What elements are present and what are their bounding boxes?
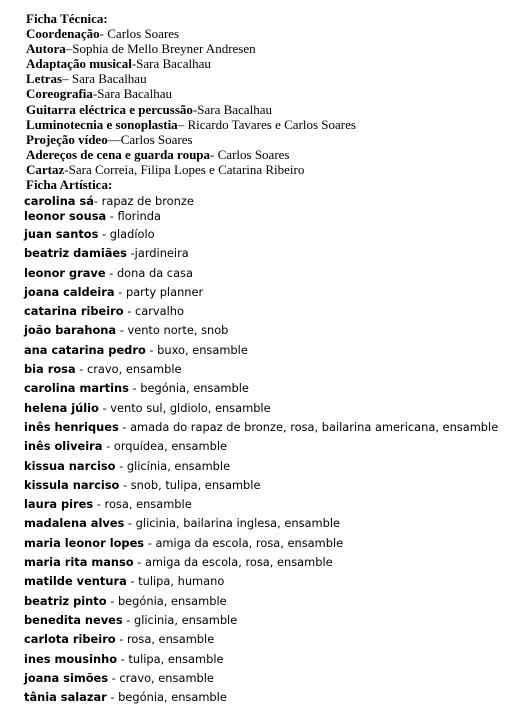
credit-role: Autora	[26, 41, 66, 57]
cast-name: matilde ventura	[24, 574, 127, 589]
cast-name: joana simões	[24, 670, 109, 685]
cast-separator: -	[75, 362, 87, 377]
cast-row	[24, 630, 498, 649]
cast-role: amada do rapaz de bronze, rosa, bailarina americana, ensamble	[130, 419, 499, 434]
credit-separator: –	[65, 41, 73, 57]
cast-name: maria leonor lopes	[24, 535, 145, 550]
cast-name: inês henriques	[24, 419, 119, 434]
cast-row	[24, 194, 498, 208]
cast-name: kissula narciso	[24, 477, 120, 492]
cast-separator: -	[93, 497, 105, 512]
cast-separator: -	[102, 439, 114, 454]
cast-role: glicínia, ensamble	[126, 458, 231, 473]
cast-separator: -	[124, 516, 136, 531]
ficha-tecnica-heading: Ficha Técnica:	[26, 11, 108, 26]
credit-separator: -	[192, 101, 198, 117]
cast-name: carolina sá	[24, 194, 94, 208]
cast-separator: -	[105, 265, 117, 280]
cast-name: juan santos	[24, 227, 99, 241]
cast-role: carvalho	[134, 304, 184, 319]
credit-separator: -	[92, 86, 98, 102]
cast-row	[24, 514, 498, 533]
credit-row	[26, 41, 356, 56]
cast-separator: -	[145, 342, 158, 357]
cast-role: glicinia, ensamble	[134, 612, 238, 627]
cast-role: rosa, ensamble	[104, 497, 192, 512]
cast-name: bia rosa	[24, 362, 76, 377]
credit-row	[26, 117, 356, 132]
cast-name: carolina martins	[24, 381, 129, 396]
cast-role: glicinia, bailarina inglesa, ensamble	[135, 516, 341, 531]
credit-role: Adereços de cena e guarda roupa	[26, 146, 211, 162]
cast-role: florinda	[117, 209, 161, 223]
cast-separator: -	[106, 690, 119, 705]
cast-separator: -	[123, 304, 135, 319]
cast-role: tulipa, ensamble	[128, 651, 224, 666]
cast-role: party planner	[125, 284, 204, 299]
cast-row	[24, 302, 498, 321]
credit-name: Carlos Soares	[217, 146, 290, 162]
credit-role: Guitarra eléctrica e percussão	[26, 101, 193, 117]
cast-role: buxo, ensamble	[157, 342, 248, 357]
ficha-artistica-heading-text: Ficha Artística:	[26, 177, 113, 193]
cast-name: inês oliveira	[24, 439, 103, 454]
credit-name: Sara Correia, Filipa Lopes e Catarina Ribeiro	[68, 161, 305, 177]
cast-row	[24, 437, 498, 456]
cast-name: leonor grave	[24, 265, 106, 280]
cast-separator: -	[93, 194, 102, 208]
credit-name: Sara Bacalhau	[197, 101, 272, 117]
cast-row	[24, 495, 498, 514]
credit-role: Adaptação musical	[26, 56, 132, 72]
credit-row	[26, 26, 356, 41]
cast-row	[24, 457, 498, 476]
cast-row	[24, 572, 498, 591]
cast-name: madalena alves	[24, 516, 125, 531]
cast-row	[24, 669, 498, 688]
cast-role: cravo, ensamble	[119, 670, 214, 685]
cast-role: cravo, ensamble	[86, 362, 182, 377]
cast-row	[24, 341, 498, 360]
cast-row	[24, 688, 498, 707]
cast-row	[24, 476, 498, 495]
cast-separator: -	[115, 458, 127, 473]
cast-role: tulipa, humano	[138, 574, 225, 589]
cast-name: joão barahona	[24, 323, 117, 338]
cast-name: ines mousinho	[24, 651, 118, 666]
cast-separator: -	[115, 632, 127, 647]
credit-row	[26, 71, 356, 86]
cast-separator: -	[133, 555, 145, 570]
credit-role: Coreografia	[26, 86, 93, 102]
cast-role: amiga da escola, rosa, ensamble	[155, 535, 344, 550]
cast-name: maria rita manso	[24, 555, 134, 570]
credit-separator: -	[131, 56, 137, 72]
cast-separator: -	[117, 651, 129, 666]
cast-name: helena júlio	[24, 400, 99, 415]
cast-row	[24, 379, 498, 398]
cast-role: begónia, ensamble	[118, 690, 227, 705]
cast-name: benedita neves	[24, 612, 123, 627]
cast-role: vento norte, snob	[127, 323, 229, 338]
cast-separator: -	[108, 670, 120, 685]
cast-separator: -	[116, 323, 128, 338]
cast-role: gladíolo	[109, 227, 155, 241]
cast-name: ana catarina pedro	[24, 342, 146, 357]
ficha-artistica-list	[24, 194, 498, 707]
credit-row	[26, 132, 356, 147]
cast-row	[24, 360, 498, 379]
cast-role: begónia, ensamble	[117, 593, 227, 608]
cast-row	[24, 611, 498, 630]
cast-row	[24, 534, 498, 553]
cast-row	[24, 418, 498, 437]
cast-row	[24, 244, 498, 263]
credit-role: Letras	[26, 71, 63, 87]
cast-name: kissua narciso	[24, 458, 116, 473]
cast-role: begónia, ensamble	[140, 381, 249, 396]
credit-name: Carlos Soares	[120, 131, 193, 147]
cast-separator: -	[98, 227, 110, 241]
cast-role: jardineira	[134, 246, 189, 261]
cast-name: laura pires	[24, 497, 94, 512]
credit-row	[26, 86, 356, 101]
credit-separator: -	[64, 161, 69, 177]
credit-separator: –	[177, 116, 188, 132]
credit-role: Projeção vídeo	[26, 131, 108, 147]
cast-separator: -	[122, 612, 134, 627]
cast-row	[24, 264, 498, 283]
credit-name: Sara Bacalhau	[136, 56, 211, 72]
cast-separator: -	[119, 477, 131, 492]
cast-row	[24, 283, 498, 302]
cast-role: dona da casa	[116, 265, 193, 280]
credit-row	[26, 102, 356, 117]
cast-separator: -	[98, 400, 111, 415]
cast-role: amiga da escola, rosa, ensamble	[144, 555, 333, 570]
ficha-artistica-heading	[26, 177, 356, 192]
credit-role: Luminotecnia e sonoplastia	[26, 116, 178, 132]
cast-separator: -	[106, 209, 118, 223]
credit-name: Ricardo Tavares e Carlos Soares	[187, 116, 356, 132]
cast-separator: -	[106, 593, 118, 608]
cast-row	[24, 321, 498, 340]
cast-name: leonor sousa	[24, 209, 107, 223]
cast-row	[24, 208, 498, 225]
cast-row	[24, 225, 498, 244]
credit-separator: -	[99, 26, 108, 42]
cast-separator: -	[126, 246, 135, 261]
cast-role: snob, tulipa, ensamble	[130, 477, 261, 492]
cast-role: vento sul, gldiolo, ensamble	[110, 400, 271, 415]
credit-separator: —	[107, 131, 121, 147]
cast-name: catarina ribeiro	[24, 304, 124, 319]
cast-row	[24, 592, 498, 611]
cast-separator: -	[114, 284, 126, 299]
credit-role: Coordenação	[26, 26, 100, 42]
credit-row	[26, 56, 356, 71]
cast-separator: -	[118, 419, 131, 434]
cast-name: tânia salazar	[24, 690, 107, 705]
cast-row	[24, 399, 498, 418]
credit-name: Sara Bacalhau	[71, 71, 147, 87]
cast-role: rosa, ensamble	[127, 632, 215, 647]
cast-name: joana caldeira	[24, 284, 115, 299]
cast-name: beatriz damiães	[24, 246, 127, 261]
credit-role: Cartaz	[26, 161, 65, 177]
cast-name: carlota ribeiro	[24, 632, 116, 647]
credit-name: Sophia de Mello Breyner Andresen	[72, 41, 256, 57]
cast-separator: -	[128, 381, 141, 396]
credit-row	[26, 162, 356, 177]
cast-role: orquídea, ensamble	[113, 439, 228, 454]
cast-row	[24, 650, 498, 669]
cast-separator: -	[144, 535, 156, 550]
credit-separator: -	[210, 146, 218, 162]
cast-role: rapaz de bronze	[101, 194, 194, 208]
credit-separator: –	[62, 71, 72, 87]
credit-row	[26, 147, 356, 162]
cast-row	[24, 553, 498, 572]
ficha-tecnica-section	[26, 11, 356, 192]
credit-name: Carlos Soares	[107, 26, 180, 42]
cast-separator: -	[126, 574, 139, 589]
credit-name: Sara Bacalhau	[97, 86, 172, 102]
cast-name: beatriz pinto	[24, 593, 107, 608]
